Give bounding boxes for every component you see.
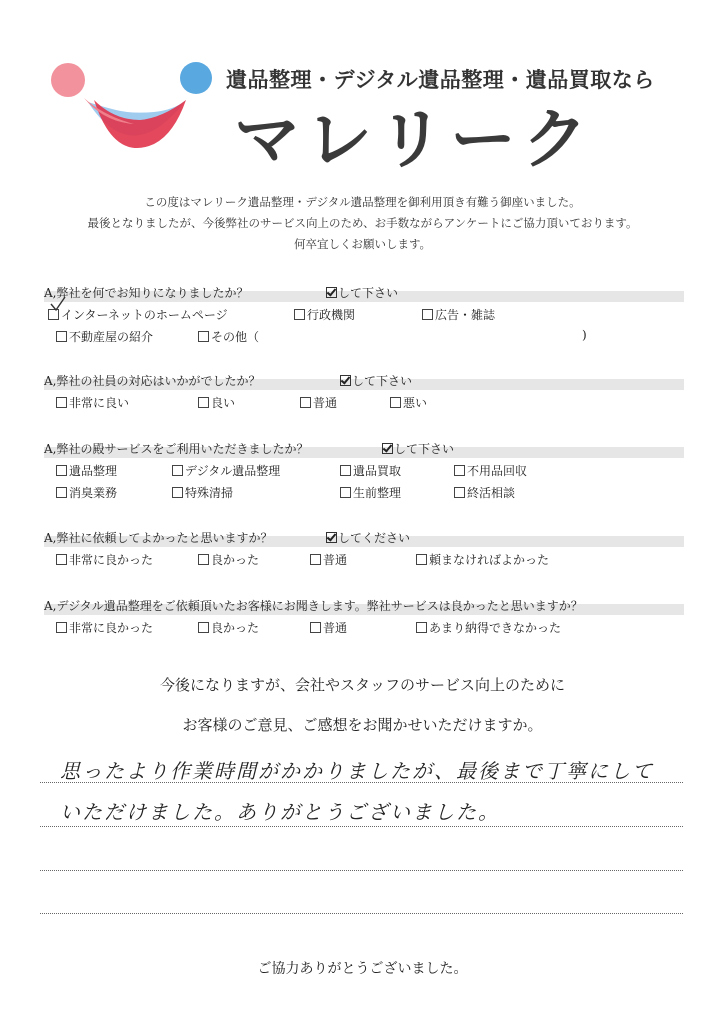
- question-header: [44, 372, 684, 390]
- option-special-cleaning[interactable]: 特殊清掃: [172, 484, 233, 501]
- question-5: [44, 597, 684, 637]
- intro-line: この度はマレリーク遺品整理・デジタル遺品整理を御利用頂き有難う御座いました。: [144, 195, 581, 209]
- checkbox-icon[interactable]: [56, 397, 67, 408]
- handwritten-comment: 思ったより作業時間がかかりましたが、最後まで丁寧にして: [60, 759, 654, 783]
- company-logo: [44, 52, 224, 162]
- question-hint: して下さい: [340, 372, 412, 389]
- options-row: [44, 324, 684, 346]
- thanks-message: ご協力ありがとうございました。: [257, 961, 468, 977]
- checkbox-icon[interactable]: [310, 554, 321, 565]
- handwritten-comment: いただけました。ありがとうございました。: [60, 800, 500, 824]
- checkbox-icon[interactable]: [198, 622, 209, 633]
- intro-line: 最後となりましたが、今後弊社のサービス向上のため、お手数ながらアンケートにご協力頂いております。: [87, 216, 638, 230]
- checkbox-icon[interactable]: [294, 309, 305, 320]
- option-government[interactable]: 行政機関: [294, 306, 355, 323]
- option-end-of-life-consult[interactable]: 終活相談: [454, 484, 515, 501]
- check-icon: [326, 532, 337, 543]
- question-4: [44, 529, 684, 569]
- checkbox-icon[interactable]: [454, 465, 465, 476]
- question-header: [44, 284, 684, 302]
- option-not-satisfied[interactable]: あまり納得できなかった: [416, 619, 561, 636]
- question-hint: して下さい: [326, 284, 398, 301]
- comment-line: [40, 913, 683, 914]
- option-realestate[interactable]: 不動産屋の紹介: [56, 328, 153, 345]
- option-purchase[interactable]: 遺品買取: [340, 462, 401, 479]
- closing-question-line: お客様のご意見、ご感想をお聞かせいただけますか。: [182, 716, 543, 734]
- question-3: [44, 440, 684, 502]
- checkbox-icon[interactable]: [416, 554, 427, 565]
- option-digital-cleanup[interactable]: デジタル遺品整理: [172, 462, 280, 479]
- checkbox-icon[interactable]: [56, 487, 67, 498]
- comment-line: [40, 782, 683, 783]
- checkbox-icon[interactable]: [172, 487, 183, 498]
- question-text: A,デジタル遺品整理をご依頼頂いたお客様にお聞きします。弊社サービスは良かったと思いますか？: [44, 599, 583, 613]
- checkbox-icon[interactable]: [454, 487, 465, 498]
- question-hint: してください: [326, 529, 410, 546]
- handwritten-check-icon: [50, 296, 66, 312]
- comment-line: [40, 826, 683, 827]
- options-row: [44, 480, 684, 502]
- option-other[interactable]: その他（: [198, 328, 259, 345]
- options-row: [44, 547, 684, 569]
- checkbox-icon[interactable]: [56, 465, 67, 476]
- question-1: [44, 284, 684, 346]
- option-very-good[interactable]: 非常に良かった: [56, 551, 153, 568]
- checkbox-icon[interactable]: [422, 309, 433, 320]
- option-normal[interactable]: 普通: [310, 551, 347, 568]
- check-icon: [340, 375, 351, 386]
- checkbox-icon[interactable]: [56, 554, 67, 565]
- checkbox-icon[interactable]: [390, 397, 401, 408]
- question-2: [44, 372, 684, 412]
- question-hint: して下さい: [382, 440, 454, 457]
- check-icon: [382, 443, 393, 454]
- option-normal[interactable]: 普通: [300, 394, 337, 411]
- option-deodorize[interactable]: 消臭業務: [56, 484, 117, 501]
- option-junk-removal[interactable]: 不用品回収: [454, 462, 527, 479]
- question-text: A,弊社を何でお知りになりましたか？: [44, 286, 249, 300]
- options-row: [44, 615, 684, 637]
- checkbox-icon[interactable]: [198, 331, 209, 342]
- question-text: A,弊社の社員の対応はいかがでしたか？: [44, 374, 261, 388]
- option-normal[interactable]: 普通: [310, 619, 347, 636]
- checkbox-icon[interactable]: [310, 622, 321, 633]
- checkbox-icon[interactable]: [340, 465, 351, 476]
- checkbox-icon[interactable]: [56, 622, 67, 633]
- checkbox-icon[interactable]: [340, 487, 351, 498]
- checkbox-icon[interactable]: [172, 465, 183, 476]
- closing-question-line: 今後になりますが、会社やスタッフのサービス向上のために: [159, 676, 565, 694]
- option-advertising[interactable]: 広告・雑誌: [422, 306, 495, 323]
- checkbox-icon[interactable]: [198, 397, 209, 408]
- option-good[interactable]: 良い: [198, 394, 235, 411]
- option-very-good[interactable]: 非常に良かった: [56, 619, 153, 636]
- comment-line: [40, 870, 683, 871]
- question-text: A,弊社に依頼してよかったと思いますか？: [44, 531, 273, 545]
- brand-name: マレリーク: [234, 101, 594, 178]
- checkbox-icon[interactable]: [300, 397, 311, 408]
- checkbox-icon[interactable]: [198, 554, 209, 565]
- option-estate-cleanup[interactable]: 遺品整理: [56, 462, 117, 479]
- option-good[interactable]: 良かった: [198, 619, 259, 636]
- option-bad[interactable]: 悪い: [390, 394, 427, 411]
- options-row: [44, 302, 684, 324]
- question-header: [44, 529, 684, 547]
- option-other-close: ): [582, 328, 587, 342]
- intro-line: 何卒宜しくお願いします。: [293, 237, 432, 251]
- intro-text: [40, 192, 685, 255]
- check-icon: [326, 287, 337, 298]
- option-good[interactable]: 良かった: [198, 551, 259, 568]
- option-very-good[interactable]: 非常に良い: [56, 394, 129, 411]
- question-text: A,弊社の殿サービスをご利用いただきましたか？: [44, 442, 309, 456]
- checkbox-icon[interactable]: [56, 331, 67, 342]
- options-row: [44, 390, 684, 412]
- option-internet[interactable]: インターネットのホームページ: [48, 306, 228, 323]
- options-row: [44, 458, 684, 480]
- option-pre-death-cleanup[interactable]: 生前整理: [340, 484, 401, 501]
- question-header: [44, 440, 684, 458]
- tagline: 遺品整理・デジタル遺品整理・遺品買取なら: [226, 68, 655, 92]
- question-header: [44, 597, 684, 615]
- checkbox-icon[interactable]: [416, 622, 427, 633]
- option-regret[interactable]: 頼まなければよかった: [416, 551, 549, 568]
